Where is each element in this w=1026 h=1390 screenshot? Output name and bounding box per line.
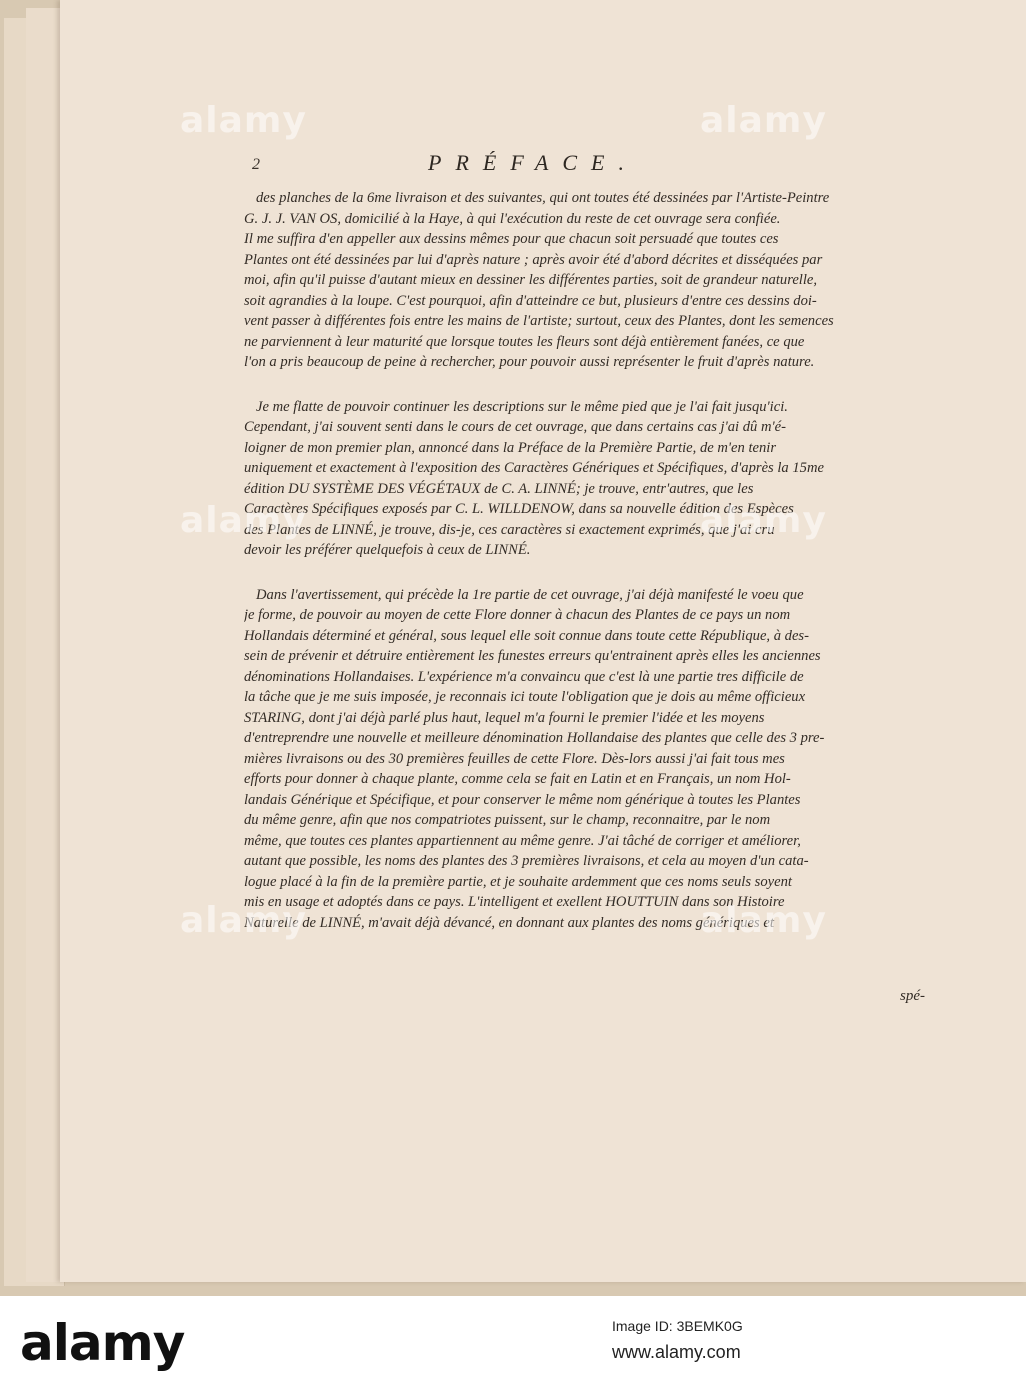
text-line: mières livraisons ou des 30 premières feuilles de cette Flore. Dès-lors aussi j'ai fait tous mes <box>244 750 785 767</box>
paragraph <box>244 585 938 934</box>
watermark-text: alamy <box>700 500 827 541</box>
text-line: autant que possible, les noms des plantes des 3 premières livraisons, et cela au moyen d'un cata- <box>244 853 809 869</box>
text-line: des Plantes de LINNÉ, je trouve, dis-je, ces caractères si exactement exprimés, que j'ai cru <box>244 521 775 538</box>
text-line: loigner de mon premier plan, annoncé dans la Préface de la Première Partie, de m'en tenir <box>244 439 777 456</box>
text-line: Je me flatte de pouvoir continuer les descriptions sur le même pied que je l'ai fait jusqu'ici. <box>256 398 788 415</box>
image-id: Image ID: 3BEMK0G <box>612 1318 743 1334</box>
text-line: dénominations Hollandaises. L'expérience m'a convaincu que c'est là une partie tres difficile de <box>244 668 804 685</box>
text-line: du même genre, afin que nos compatriotes puissent, sur le champ, reconnaitre, par le nom <box>244 812 771 828</box>
catchword: spé- <box>900 988 925 1004</box>
text-line: même, que toutes ces plantes appartiennent au même genre. J'ai tâché de corriger et améliorer, <box>244 832 801 849</box>
watermark-text: alamy <box>180 100 307 141</box>
watermark-text: alamy <box>700 900 827 941</box>
text-line: moi, afin qu'il puisse d'autant mieux en dessiner les différentes parties, soit de grandeur naturelle, <box>244 272 818 288</box>
text-line: la tâche que je me suis imposée, je reconnais ici toute l'obligation que je dois au même officieux <box>244 689 806 705</box>
text-line: édition DU SYSTÈME DES VÉGÉTAUX de C. A. LINNÉ; je trouve, entr'autres, que les <box>244 480 754 497</box>
text-line: uniquement et exactement à l'exposition des Caractères Génériques et Spécifiques, d'après la 15me <box>244 460 824 476</box>
paragraph <box>244 188 938 373</box>
text-line: efforts pour donner à chaque plante, comme cela se fait en Latin et en Français, un nom Hol- <box>244 771 791 787</box>
text-line: G. J. J. VAN OS, domicilié à la Haye, à qui l'exécution du reste de cet ouvrage sera confiée. <box>244 210 781 227</box>
text-line: landais Générique et Spécifique, et pour conserver le même nom générique à toutes les Plantes <box>244 791 801 808</box>
text-line: vent passer à différentes fois entre les mains de l'artiste; surtout, ceux des Plantes, dont les semences <box>244 313 834 329</box>
watermark-text: alamy <box>180 500 307 541</box>
text-line: logue placé à la fin de la première partie, et je souhaite ardemment que ces noms seuls soyent <box>244 873 792 890</box>
text-line: devoir les préférer quelquefois à ceux de LINNÉ. <box>244 542 531 558</box>
running-title: PRÉFACE. <box>428 150 638 175</box>
page-number: 2 <box>252 156 260 173</box>
paragraph <box>244 397 938 561</box>
text-line: Il me suffira d'en appeller aux dessins mêmes pour que chacun soit persuadé que toutes ces <box>244 231 779 247</box>
text-line: Hollandais déterminé et général, sous lequel elle soit connue dans toute cette République, à des- <box>244 627 809 644</box>
text-body <box>244 188 938 957</box>
text-line: soit agrandies à la loupe. C'est pourquoi, afin d'atteindre ce but, plusieurs d'entre ces dessins doi- <box>244 292 817 309</box>
text-line: mis en usage et adoptés dans ce pays. L'intelligent et exellent HOUTTUIN dans son Histoire <box>244 894 785 910</box>
text-line: Naturelle de LINNÉ, m'avait déjà dévancé, en donnant aux plantes des noms génériques et <box>244 914 774 931</box>
text-line: sein de prévenir et détruire entièrement les funestes erreurs qu'entrainent après elles les anciennes <box>244 648 821 664</box>
site-url: www.alamy.com <box>612 1342 741 1362</box>
text-line: Cependant, j'ai souvent senti dans le cours de cet ouvrage, que dans certains cas j'ai dû m'é- <box>244 419 786 435</box>
text-line: ne parviennent à leur maturité que lorsque toutes les fleurs sont déjà entièrement fanées, ce que <box>244 333 805 350</box>
brand-logo: alamy <box>20 1314 185 1372</box>
stock-footer <box>0 1296 1026 1390</box>
page-header <box>252 150 1026 180</box>
text-line: Plantes ont été dessinées par lui d'après nature ; après avoir été d'abord décrites et disséquées par <box>244 251 823 268</box>
text-line: l'on a pris beaucoup de peine à rechercher, pour pouvoir aussi représenter le fruit d'après nature. <box>244 354 815 370</box>
text-line: des planches de la 6me livraison et des suivantes, qui ont toutes été dessinées par l'Artiste-Peintre <box>256 190 830 206</box>
text-line: Caractères Spécifiques exposés par C. L. WILLDENOW, dans sa nouvelle édition des Espèces <box>244 501 794 517</box>
text-line: d'entreprendre une nouvelle et meilleure dénomination Hollandaise des plantes que celle des 3 pre- <box>244 730 825 746</box>
watermark-text: alamy <box>700 100 827 141</box>
text-line: Dans l'avertissement, qui précède la 1re partie de cet ouvrage, j'ai déjà manifesté le voeu que <box>256 586 804 603</box>
watermark-text: alamy <box>180 900 307 941</box>
text-line: STARING, dont j'ai déjà parlé plus haut, lequel m'a fourni le premier l'idée et les moyens <box>244 709 765 726</box>
text-line: je forme, de pouvoir au moyen de cette Flore donner à chacun des Plantes de ce pays un nom <box>244 607 791 623</box>
